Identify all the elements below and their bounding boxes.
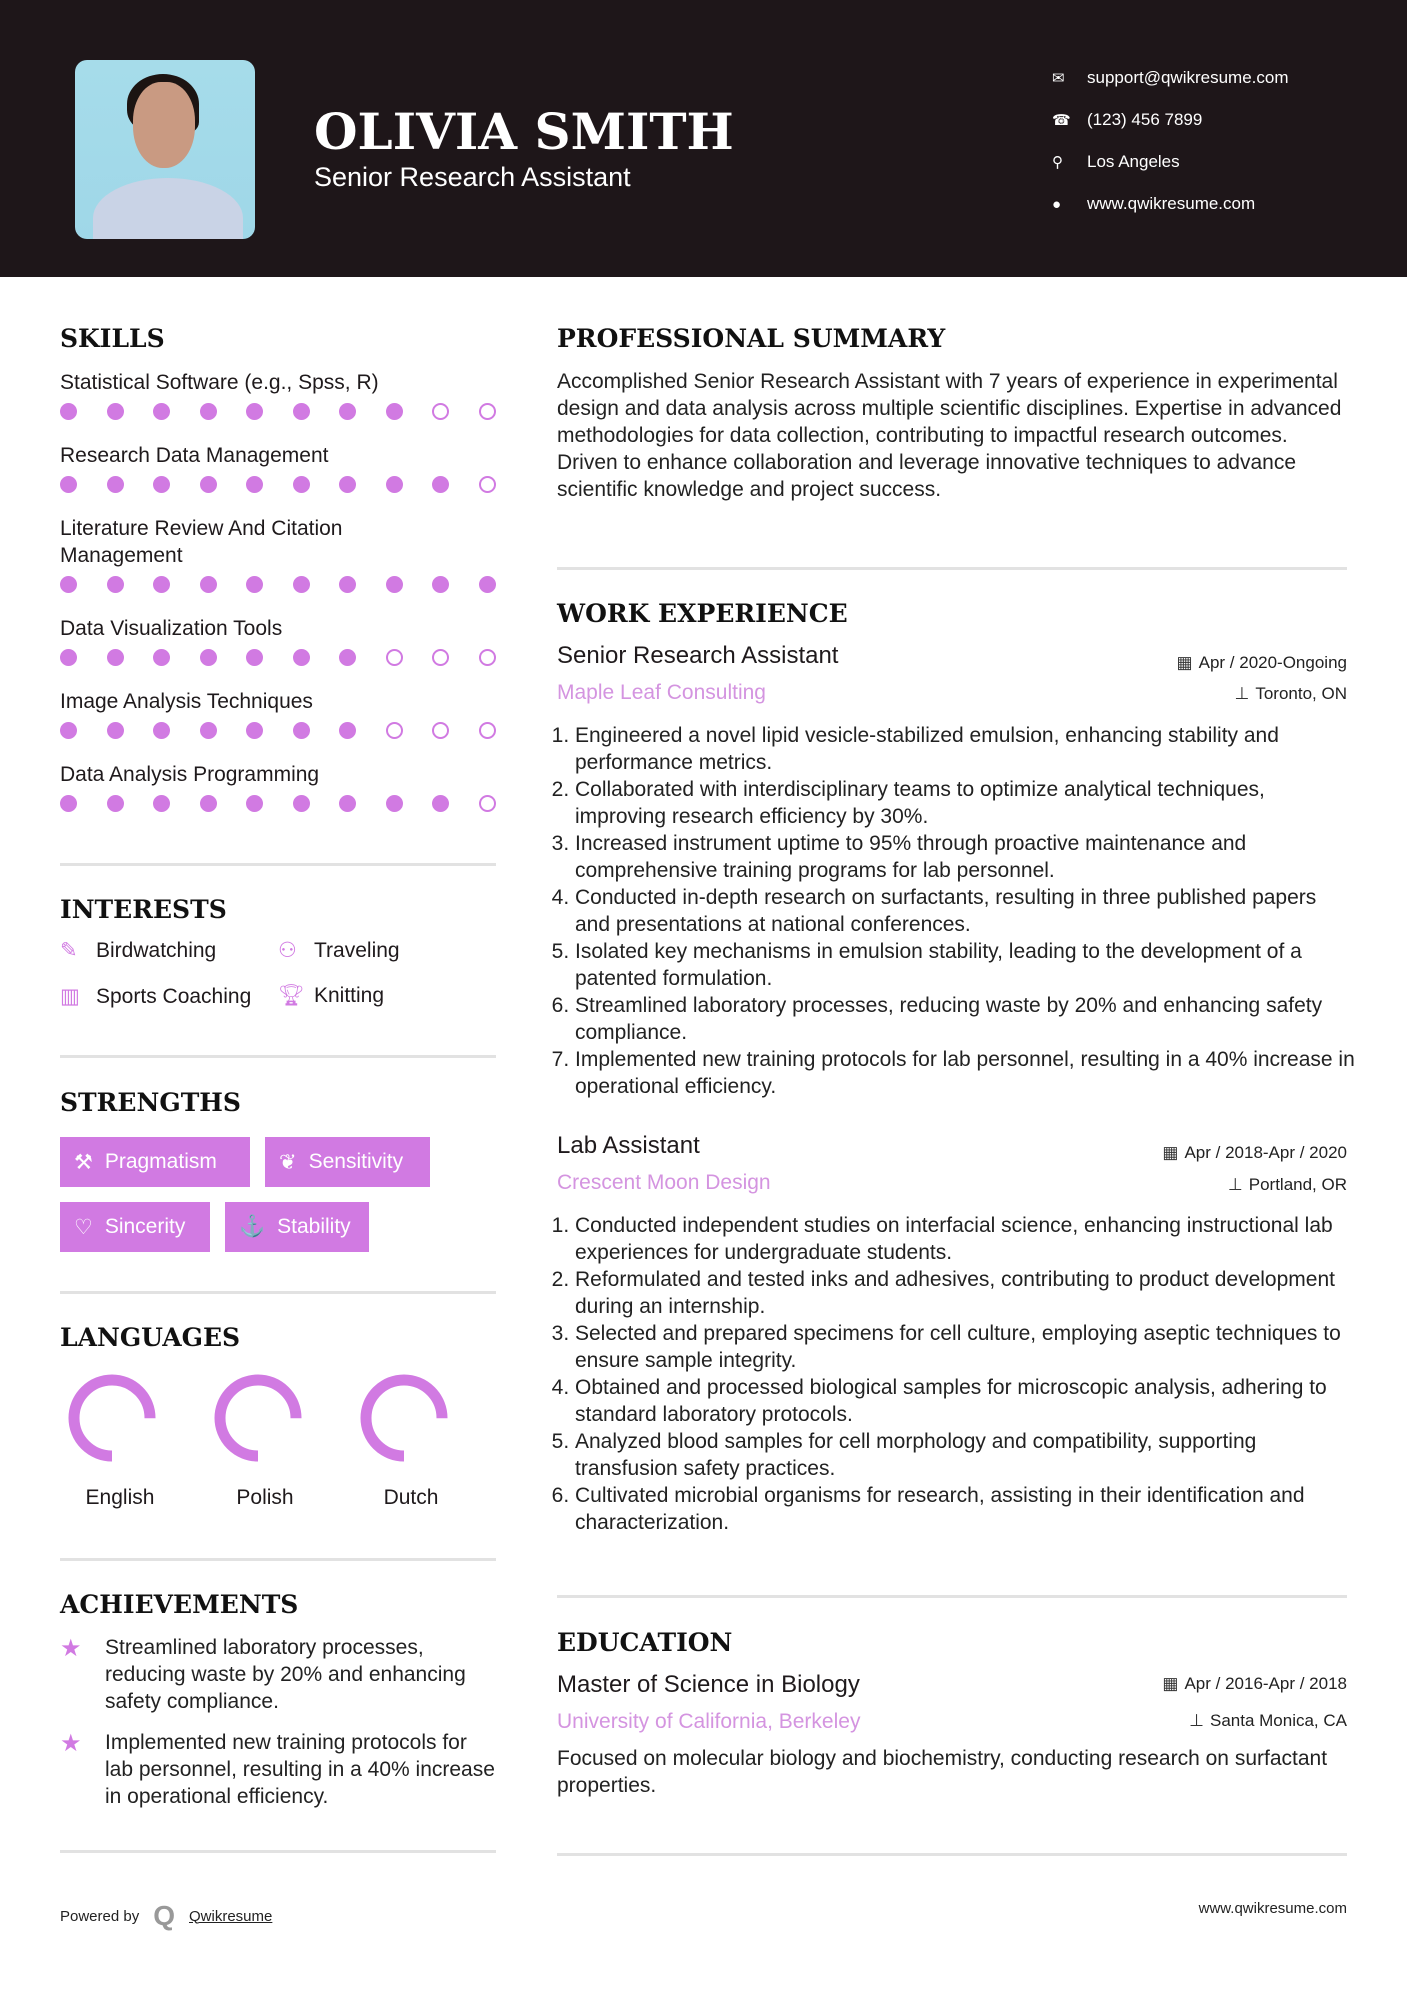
job-bullet: 3. Increased instrument uptime to 95% through proactive maintenance and comprehensive training programs for lab personnel. (575, 830, 1357, 884)
language-ring (74, 1380, 150, 1456)
calendar-icon: ▦ (1162, 1143, 1179, 1162)
job-bullet: 6. Cultivated microbial organisms for research, assisting in their identification and characterization. (575, 1482, 1357, 1536)
achievement-item (60, 1729, 500, 1810)
filled-dot (386, 795, 403, 812)
strength-tag (265, 1137, 430, 1187)
divider (60, 863, 496, 866)
filled-dot (293, 476, 310, 493)
filled-dot (200, 722, 217, 739)
empty-dot (479, 476, 496, 493)
dates-text: Apr / 2016-Apr / 2018 (1184, 1674, 1347, 1693)
skill-rating (60, 576, 496, 593)
divider (557, 1595, 1347, 1598)
calendar-icon: ▦ (1162, 1674, 1179, 1693)
filled-dot (293, 576, 310, 593)
pushpin-icon: ⊥ (1234, 684, 1250, 703)
empty-dot (432, 722, 449, 739)
filled-dot (153, 722, 170, 739)
filled-dot (107, 649, 124, 666)
filled-dot (60, 576, 77, 593)
interest-item (60, 938, 216, 963)
filled-dot (60, 795, 77, 812)
job-location (1228, 1175, 1347, 1195)
profile-photo (75, 60, 255, 239)
skill-label: Literature Review And Citation Management (60, 517, 343, 567)
envelope-icon: ✉ (1052, 70, 1065, 87)
location-text: Toronto, ON (1255, 684, 1347, 703)
company-name: Crescent Moon Design (557, 1171, 771, 1194)
achievement-item (60, 1634, 500, 1715)
leaf-icon: ❦ (279, 1150, 297, 1174)
brand-link[interactable]: Qwikresume (189, 1907, 273, 1925)
website-text: www.qwikresume.com (1087, 194, 1256, 213)
filled-dot (107, 476, 124, 493)
education-dates (1162, 1674, 1347, 1694)
language-label: English (85, 1486, 155, 1509)
filled-dot (339, 403, 356, 420)
job-bullet: 1. Conducted independent studies on interfacial science, enhancing instructional lab experiences for undergraduate students. (575, 1212, 1357, 1266)
empty-dot (386, 722, 403, 739)
skill-label: Image Analysis Techniques (60, 690, 313, 713)
filled-dot (339, 476, 356, 493)
skill-rating (60, 722, 496, 739)
filled-dot (200, 649, 217, 666)
location-text: Santa Monica, CA (1209, 1711, 1347, 1730)
company-name: Maple Leaf Consulting (557, 681, 766, 704)
filled-dot (293, 649, 310, 666)
candidate-title: Senior Research Assistant (314, 162, 631, 192)
filled-dot (200, 576, 217, 593)
contact-email[interactable] (1052, 57, 1289, 99)
strength-label: Sincerity (104, 1215, 186, 1238)
filled-dot (107, 722, 124, 739)
skill-label: Statistical Software (e.g., Spss, R) (60, 371, 379, 394)
job-location (1235, 684, 1347, 704)
filled-dot (432, 576, 449, 593)
job-dates (1177, 653, 1347, 673)
interest-item (60, 984, 251, 1009)
job-bullet: 6. Streamlined laboratory processes, reducing waste by 20% and enhancing safety compliance. (575, 992, 1357, 1046)
filled-dot (293, 403, 310, 420)
filled-dot (107, 403, 124, 420)
filled-dot (386, 476, 403, 493)
contact-phone[interactable] (1052, 99, 1289, 141)
filled-dot (153, 476, 170, 493)
summary-heading: PROFESSIONAL SUMMARY (557, 324, 946, 353)
filled-dot (200, 403, 217, 420)
heart-icon: ♡ (74, 1215, 93, 1239)
dates-text: Apr / 2018-Apr / 2020 (1184, 1143, 1347, 1162)
location-text: Los Angeles (1087, 152, 1180, 171)
email-text: support@qwikresume.com (1087, 68, 1289, 87)
divider (557, 1853, 1347, 1856)
filled-dot (479, 576, 496, 593)
filled-dot (246, 576, 263, 593)
skills-heading: SKILLS (60, 324, 165, 353)
filled-dot (339, 722, 356, 739)
filled-dot (107, 795, 124, 812)
powered-by-text: Powered by (60, 1907, 140, 1925)
job-bullet: 2. Collaborated with interdisciplinary teams to optimize analytical techniques, improving research efficiency by 30%. (575, 776, 1357, 830)
empty-dot (479, 403, 496, 420)
filled-dot (153, 403, 170, 420)
interest-label: Knitting (314, 984, 385, 1007)
divider (557, 567, 1347, 570)
dates-text: Apr / 2020-Ongoing (1198, 653, 1347, 672)
summary-text: Accomplished Senior Research Assistant with 7 years of experience in experimental design and data analysis across multiple scientific disciplines. Expertise in advanced methodologies for data collection, contributing to impactful research outcomes. Driven to enhance collaboration and leverage innovative techniques to advance scientific knowledge and project success. (557, 370, 1342, 501)
gavel-icon: ⚒ (74, 1150, 93, 1174)
interest-item (278, 984, 384, 1008)
job-title: Senior Research Assistant (557, 642, 839, 669)
phone-text: (123) 456 7899 (1087, 110, 1203, 129)
job-bullet: 1. Engineered a novel lipid vesicle-stabilized emulsion, enhancing stability and performance metrics. (575, 722, 1357, 776)
filled-dot (153, 649, 170, 666)
trophy-icon: 🏆︎ (278, 984, 305, 1007)
divider (60, 1055, 496, 1058)
anchor-icon: ⚓ (239, 1215, 266, 1238)
filled-dot (339, 576, 356, 593)
empty-dot (479, 649, 496, 666)
filled-dot (107, 576, 124, 593)
filled-dot (432, 476, 449, 493)
globe-icon: ● (1052, 195, 1062, 213)
job-bullet: 5. Isolated key mechanisms in emulsion stability, leading to the development of a patented formulation. (575, 938, 1357, 992)
job-bullet: 7. Implemented new training protocols for lab personnel, resulting in a 40% increase in operational efficiency. (575, 1046, 1357, 1100)
divider (60, 1850, 496, 1853)
job-bullets (557, 722, 1357, 1100)
filled-dot (432, 795, 449, 812)
filled-dot (339, 795, 356, 812)
filled-dot (386, 576, 403, 593)
location-text: Portland, OR (1248, 1175, 1347, 1194)
filled-dot (60, 403, 77, 420)
filled-dot (386, 403, 403, 420)
qwikresume-logo-icon: Q (153, 1900, 175, 1931)
job-title: Lab Assistant (557, 1132, 700, 1159)
strengths-heading: STRENGTHS (60, 1088, 241, 1117)
strength-label: Sensitivity (308, 1150, 404, 1173)
filled-dot (153, 795, 170, 812)
empty-dot (479, 722, 496, 739)
filled-dot (246, 649, 263, 666)
contact-list (1052, 57, 1289, 225)
language-label: Polish (236, 1486, 294, 1509)
edit-icon: ✎ (60, 939, 78, 962)
job-dates (1162, 1143, 1347, 1163)
filled-dot (200, 476, 217, 493)
language-rings (0, 1360, 520, 1480)
footer-url[interactable]: www.qwikresume.com (1198, 1900, 1347, 1917)
filled-dot (153, 576, 170, 593)
language-label: Dutch (383, 1486, 439, 1509)
interest-item (278, 938, 400, 963)
calendar-icon: ▦ (1176, 653, 1193, 672)
strength-tag (60, 1202, 210, 1252)
skill-rating (60, 476, 496, 493)
education-location (1189, 1711, 1347, 1731)
filled-dot (60, 722, 77, 739)
interest-label: Sports Coaching (96, 984, 252, 1008)
interest-label: Birdwatching (96, 938, 217, 962)
divider (60, 1291, 496, 1294)
empty-dot (386, 649, 403, 666)
interest-label: Traveling (314, 938, 400, 962)
work-heading: WORK EXPERIENCE (557, 599, 848, 628)
candidate-name: OLIVIA SMITH (314, 102, 734, 161)
degree: Master of Science in Biology (557, 1671, 860, 1698)
education-description: Focused on molecular biology and biochemistry, conducting research on surfactant properties. (557, 1747, 1328, 1797)
strength-tag (60, 1137, 250, 1187)
filled-dot (246, 722, 263, 739)
divider (60, 1558, 496, 1561)
skill-label: Data Visualization Tools (60, 617, 283, 640)
filled-dot (200, 795, 217, 812)
job-bullet: 4. Obtained and processed biological samples for microscopic analysis, adhering to standard laboratory protocols. (575, 1374, 1357, 1428)
filled-dot (293, 795, 310, 812)
skill-rating (60, 649, 496, 666)
skill-rating (60, 795, 496, 812)
job-bullets (557, 1212, 1357, 1536)
achievement-text: Implemented new training protocols for lab personnel, resulting in a 40% increase in operational efficiency. (105, 1731, 495, 1808)
contact-website[interactable] (1052, 183, 1289, 225)
strength-tag (225, 1202, 369, 1252)
education-heading: EDUCATION (557, 1628, 733, 1657)
interests-heading: INTERESTS (60, 895, 227, 924)
filled-dot (246, 403, 263, 420)
filled-dot (246, 476, 263, 493)
footer-left (60, 1900, 272, 1932)
skill-label: Research Data Management (60, 444, 329, 467)
phone-icon: ☎ (1052, 112, 1071, 129)
skill-rating (60, 403, 496, 420)
star-icon: ★ (60, 1730, 82, 1757)
briefcase-icon: ▥ (60, 985, 80, 1008)
job-bullet: 4. Conducted in-depth research on surfactants, resulting in three published papers and presentations at national conferences. (575, 884, 1357, 938)
achievements-heading: ACHIEVEMENTS (60, 1590, 299, 1619)
filled-dot (60, 476, 77, 493)
languages-heading: LANGUAGES (60, 1323, 241, 1352)
binoculars-icon: ⚇ (278, 939, 297, 962)
strength-label: Stability (277, 1215, 351, 1238)
pushpin-icon: ⊥ (1189, 1711, 1204, 1730)
resume-header (0, 0, 1407, 277)
pushpin-icon: ⊥ (1227, 1175, 1243, 1194)
filled-dot (246, 795, 263, 812)
job-bullet: 2. Reformulated and tested inks and adhesives, contributing to product development during an internship. (575, 1266, 1357, 1320)
language-ring (220, 1380, 296, 1456)
empty-dot (432, 649, 449, 666)
job-bullet: 5. Analyzed blood samples for cell morphology and compatibility, supporting transfusion safety practices. (575, 1428, 1357, 1482)
empty-dot (479, 795, 496, 812)
contact-location (1052, 141, 1289, 183)
star-icon: ★ (60, 1635, 82, 1662)
language-ring (366, 1380, 442, 1456)
skill-label: Data Analysis Programming (60, 763, 320, 786)
school-name: University of California, Berkeley (557, 1710, 861, 1733)
map-pin-icon: ⚲ (1052, 154, 1063, 171)
strength-label: Pragmatism (104, 1150, 217, 1173)
job-bullet: 3. Selected and prepared specimens for cell culture, employing aseptic techniques to ensure sample integrity. (575, 1320, 1357, 1374)
filled-dot (60, 649, 77, 666)
filled-dot (293, 722, 310, 739)
achievement-text: Streamlined laboratory processes, reducing waste by 20% and enhancing safety compliance. (105, 1636, 466, 1713)
empty-dot (432, 403, 449, 420)
filled-dot (339, 649, 356, 666)
